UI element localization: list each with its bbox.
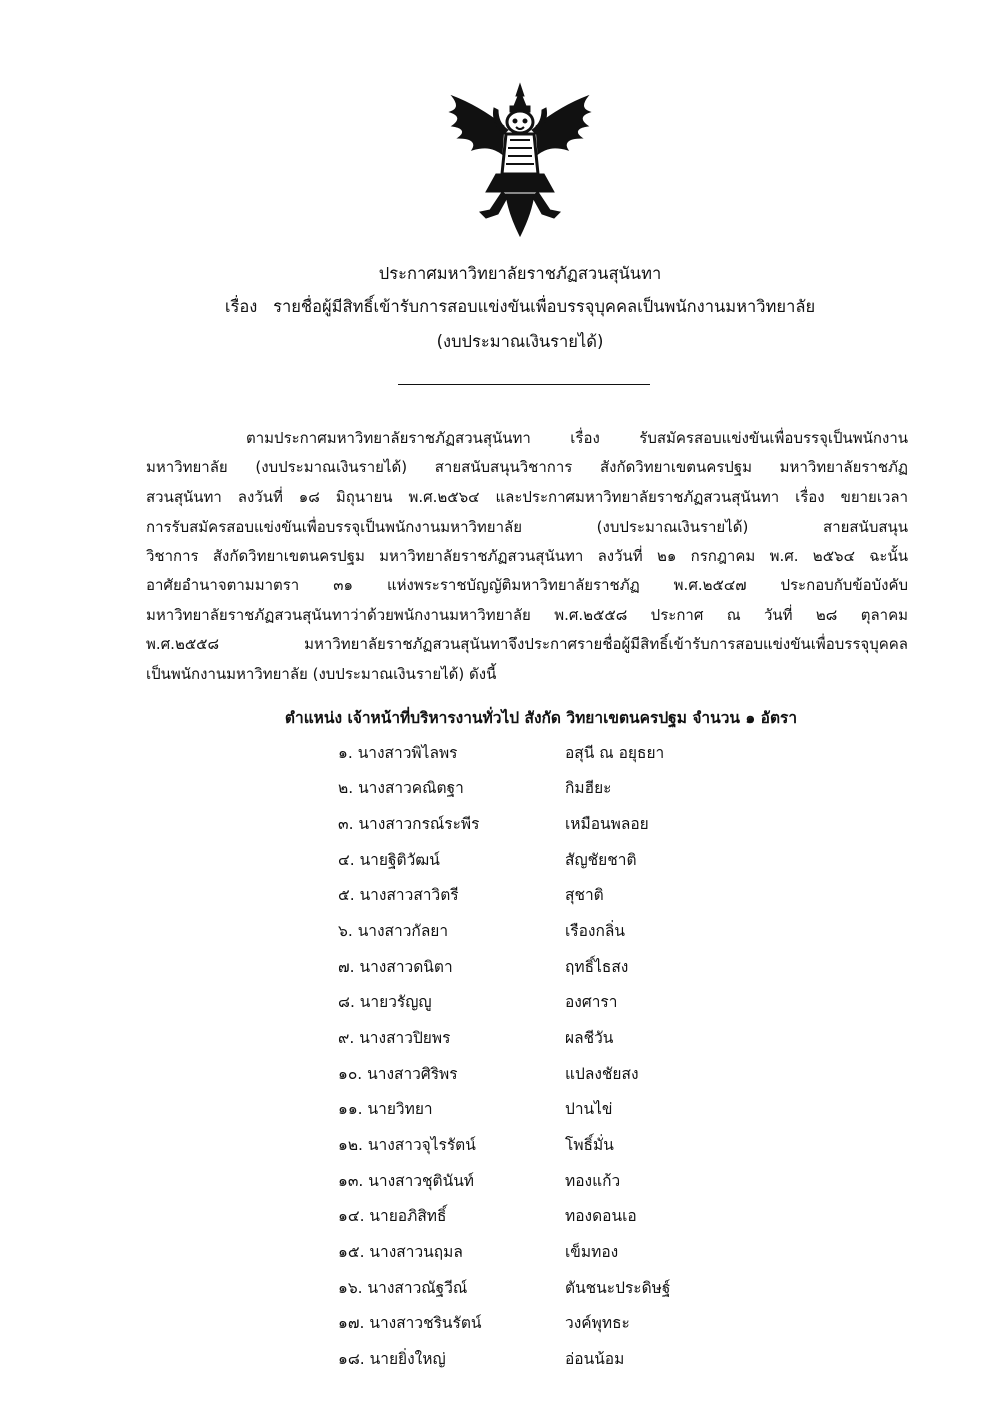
body-line: สวนสุนันทา ลงวันที่ ๑๘ มิถุนายน พ.ศ.๒๕๖๔ และประกาศมหาวิทยาลัยราชภัฏสวนสุนันทา เรื่อง ขยายเวลา	[146, 488, 908, 506]
candidate-last-name: โพธิ์มั่น	[565, 1136, 614, 1154]
list-item	[0, 849, 1000, 871]
list-item	[0, 884, 1000, 906]
list-item	[0, 1134, 1000, 1156]
candidate-first-name: ๑๓. นางสาวชุตินันท์	[338, 1172, 475, 1190]
candidate-first-name: ๑๒. นางสาวจุไรรัตน์	[338, 1136, 476, 1154]
candidate-first-name: ๑๑. นายวิทยา	[338, 1100, 433, 1118]
garuda-emblem-icon	[446, 82, 594, 238]
subject-text: รายชื่อผู้มีสิทธิ์เข้ารับการสอบแข่งขันเพื่อบรรจุบุคคลเป็นพนักงานมหาวิทยาลัย	[273, 297, 816, 316]
list-item	[0, 1098, 1000, 1120]
candidate-first-name: ๖. นางสาวกัลยา	[338, 922, 449, 940]
candidate-last-name: วงค์พุทธะ	[565, 1314, 630, 1332]
candidate-last-name: ตันชนะประดิษฐ์	[565, 1279, 671, 1297]
candidate-first-name: ๘. นายวรัญญู	[338, 993, 432, 1011]
list-item	[0, 1170, 1000, 1192]
list-item	[0, 742, 1000, 764]
candidate-last-name: สุชาติ	[565, 886, 604, 904]
body-line: ตามประกาศมหาวิทยาลัยราชภัฏสวนสุนันทา เรื่อง รับสมัครสอบแข่งขันเพื่อบรรจุเป็นพนักงาน	[246, 429, 908, 447]
list-item	[0, 1027, 1000, 1049]
body-line: พ.ศ.๒๕๕๘ มหาวิทยาลัยราชภัฏสวนสุนันทาจึงประกาศรายชื่อผู้มีสิทธิ์เข้ารับการสอบแข่งขันเพื่อบรรจุบุคคล	[146, 635, 908, 653]
list-item	[0, 1277, 1000, 1299]
candidate-last-name: เข็มทอง	[565, 1243, 619, 1261]
body-line: วิชาการ สังกัดวิทยาเขตนครปฐม มหาวิทยาลัยราชภัฏสวนสุนันทา ลงวันที่ ๒๑ กรกฎาคม พ.ศ. ๒๕๖๔ ฉะนั้น	[146, 547, 908, 565]
candidate-last-name: ทองแก้ว	[565, 1172, 621, 1190]
candidate-first-name: ๓. นางสาวกรณ์ระพีร	[338, 815, 480, 833]
candidate-first-name: ๗. นางสาวดนิตา	[338, 958, 453, 976]
candidate-first-name: ๑. นางสาวพิไลพร	[338, 744, 458, 762]
candidate-first-name: ๑๕. นางสาวนฤมล	[338, 1243, 463, 1261]
body-line: มหาวิทยาลัยราชภัฏสวนสุนันทาว่าด้วยพนักงานมหาวิทยาลัย พ.ศ.๒๕๕๘ ประกาศ ณ วันที่ ๒๘ ตุลาคม	[146, 606, 908, 624]
body-line: เป็นพนักงานมหาวิทยาลัย (งบประมาณเงินรายได้) ดังนี้	[146, 665, 497, 683]
announcement-title: ประกาศมหาวิทยาลัยราชภัฏสวนสุนันทา	[378, 264, 662, 283]
candidate-first-name: ๔. นายฐิติวัฒน์	[338, 851, 440, 869]
list-item	[0, 813, 1000, 835]
candidate-last-name: อสุนี ณ อยุธยา	[565, 744, 665, 762]
candidate-last-name: ผลชีวัน	[565, 1029, 614, 1047]
candidate-last-name: เรืองกลิ่น	[565, 922, 625, 940]
list-item	[0, 777, 1000, 799]
list-item	[0, 991, 1000, 1013]
body-line: อาศัยอำนาจตามมาตรา ๓๑ แห่งพระราชบัญญัติมหาวิทยาลัยราชภัฏ พ.ศ.๒๕๔๗ ประกอบกับข้อบังคับ	[146, 576, 908, 594]
candidate-first-name: ๕. นางสาวสาวิตรี	[338, 886, 459, 904]
position-heading: ตำแหน่ง เจ้าหน้าที่บริหารงานทั่วไป สังกัด วิทยาเขตนครปฐม จำนวน ๑ อัตรา	[284, 709, 798, 727]
title-divider	[398, 384, 650, 385]
list-item	[0, 956, 1000, 978]
candidate-last-name: กิมฮียะ	[565, 779, 612, 797]
announcement-subject-line	[20, 297, 1000, 317]
list-item	[0, 1205, 1000, 1227]
budget-note: (งบประมาณเงินรายได้)	[436, 332, 604, 351]
candidate-first-name: ๙. นางสาวปิยพร	[338, 1029, 451, 1047]
candidate-last-name: ฤทธิ์ไธสง	[565, 958, 629, 976]
list-item	[0, 1241, 1000, 1263]
candidate-last-name: ทองดอนเอ	[565, 1207, 637, 1225]
body-line: มหาวิทยาลัย (งบประมาณเงินรายได้) สายสนับสนุนวิชาการ สังกัดวิทยาเขตนครปฐม มหาวิทยาลัยราชภัฏ	[146, 458, 908, 476]
subject-label: เรื่อง	[224, 297, 258, 316]
list-item	[0, 1063, 1000, 1085]
candidate-last-name: ปานไข่	[565, 1100, 613, 1118]
candidate-first-name: ๑๐. นางสาวศิริพร	[338, 1065, 458, 1083]
body-line: การรับสมัครสอบแข่งขันเพื่อบรรจุเป็นพนักงานมหาวิทยาลัย (งบประมาณเงินรายได้) สายสนับสนุน	[146, 518, 908, 536]
candidate-first-name: ๑๘. นายยิ่งใหญ่	[338, 1350, 446, 1368]
candidate-last-name: แปลงชัยสง	[565, 1065, 639, 1083]
candidate-last-name: อ่อนน้อม	[565, 1350, 625, 1368]
candidate-last-name: สัญชัยชาติ	[565, 851, 637, 869]
candidate-first-name: ๒. นางสาวคณิตฐา	[338, 779, 464, 797]
candidate-last-name: เหมือนพลอย	[565, 815, 649, 833]
candidate-first-name: ๑๔. นายอภิสิทธิ์	[338, 1207, 447, 1225]
list-item	[0, 920, 1000, 942]
candidate-first-name: ๑๗. นางสาวชรินรัตน์	[338, 1314, 482, 1332]
list-item	[0, 1312, 1000, 1334]
list-item	[0, 1348, 1000, 1370]
candidate-first-name: ๑๖. นางสาวณัฐวีณ์	[338, 1279, 468, 1297]
candidate-last-name: องศารา	[565, 993, 618, 1011]
